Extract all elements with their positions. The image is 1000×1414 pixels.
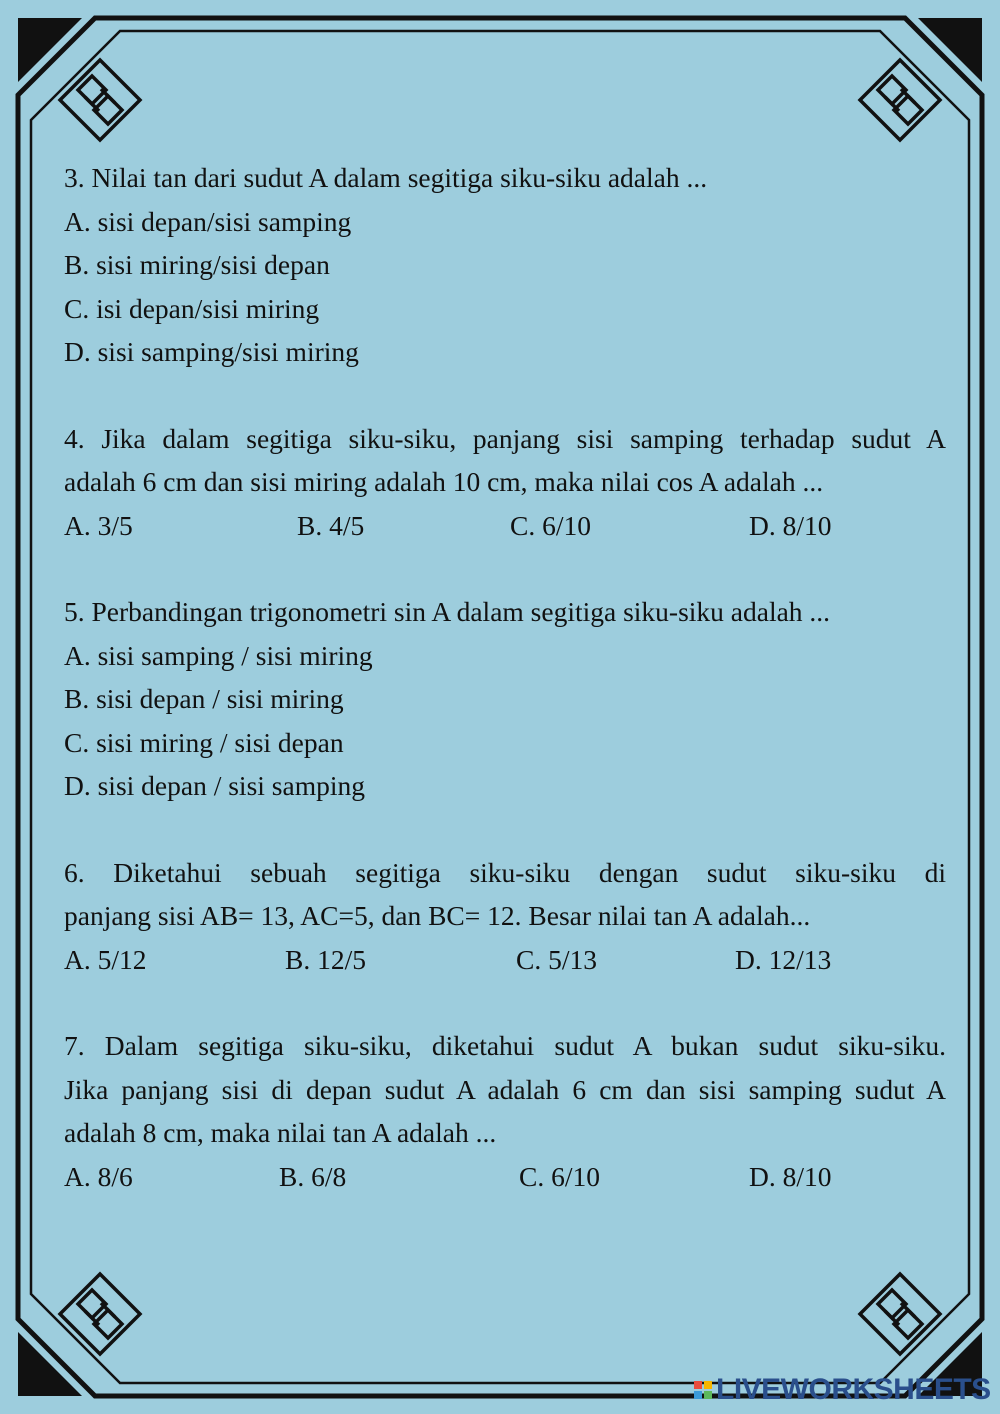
answer-option-b[interactable]: B. sisi miring/sisi depan <box>64 249 330 280</box>
answer-options-row <box>64 504 946 548</box>
answer-option-d[interactable]: D. sisi depan / sisi samping <box>64 770 365 801</box>
answer-option-c[interactable]: C. sisi miring / sisi depan <box>64 726 344 758</box>
liveworksheets-wordmark: LIVEWORKSHEETS <box>716 1373 991 1406</box>
answer-options-row <box>64 938 946 982</box>
question-text <box>64 417 946 504</box>
worksheet-content <box>64 156 946 1241</box>
answer-option-a[interactable]: A. sisi depan/sisi samping <box>64 205 352 237</box>
question-text <box>64 1024 946 1155</box>
answer-option-c[interactable]: C. 6/10 <box>510 509 591 541</box>
answer-option-b[interactable]: B. sisi depan / sisi miring <box>64 683 344 714</box>
question-line: adalah 6 cm dan sisi miring adalah 10 cm, maka nilai cos A adalah ... <box>64 466 824 497</box>
answer-option-c[interactable]: C. 5/13 <box>516 943 597 975</box>
logo-square <box>694 1381 702 1389</box>
question-line: panjang sisi AB= 13, AC=5, dan BC= 12. Besar nilai tan A adalah... <box>64 900 811 931</box>
answer-option-c[interactable]: C. isi depan/sisi miring <box>64 292 320 324</box>
question-3 <box>64 156 946 374</box>
question-6 <box>64 851 946 982</box>
answer-options-row <box>64 1155 946 1199</box>
answer-option-d[interactable]: D. 8/10 <box>749 509 832 541</box>
question-line: 5. Perbandingan trigonometri sin A dalam segitiga siku-siku adalah ... <box>64 596 831 627</box>
question-4 <box>64 417 946 548</box>
question-7 <box>64 1024 946 1198</box>
answer-option-b[interactable]: B. 6/8 <box>279 1160 347 1192</box>
question-line: 3. Nilai tan dari sudut A dalam segitiga siku-siku adalah ... <box>64 162 708 193</box>
answer-option-d[interactable]: D. sisi samping/sisi miring <box>64 336 359 367</box>
answer-option-d[interactable]: D. 12/13 <box>735 943 832 975</box>
answer-option-b[interactable]: B. 4/5 <box>297 509 365 541</box>
answer-option-a[interactable]: A. sisi samping / sisi miring <box>64 639 373 671</box>
answer-option-a[interactable]: A. 8/6 <box>64 1160 133 1192</box>
logo-square <box>704 1381 712 1389</box>
liveworksheets-logo[interactable] <box>694 1373 991 1407</box>
question-line: Jika panjang sisi di depan sudut A adalah 6 cm dan sisi samping sudut A <box>64 1073 946 1105</box>
answer-option-b[interactable]: B. 12/5 <box>285 943 366 975</box>
question-text <box>64 590 946 634</box>
answer-option-a[interactable]: A. 5/12 <box>64 943 147 975</box>
answer-option-d[interactable]: D. 8/10 <box>749 1160 832 1192</box>
answer-option-a[interactable]: A. 3/5 <box>64 509 133 541</box>
question-text <box>64 156 946 200</box>
question-5 <box>64 590 946 808</box>
question-line: 7. Dalam segitiga siku-siku, diketahui sudut A bukan sudut siku-siku. <box>64 1030 946 1061</box>
question-line: adalah 8 cm, maka nilai tan A adalah ... <box>64 1117 497 1148</box>
answer-option-c[interactable]: C. 6/10 <box>519 1160 600 1192</box>
logo-square <box>694 1391 702 1399</box>
liveworksheets-mark-icon <box>694 1381 712 1399</box>
question-line: 4. Jika dalam segitiga siku-siku, panjang sisi samping terhadap sudut A <box>64 422 946 454</box>
question-line: 6. Diketahui sebuah segitiga siku-siku dengan sudut siku-siku di <box>64 856 946 888</box>
logo-square <box>704 1391 712 1399</box>
question-text <box>64 851 946 938</box>
corner-ornament-icon <box>60 60 140 140</box>
